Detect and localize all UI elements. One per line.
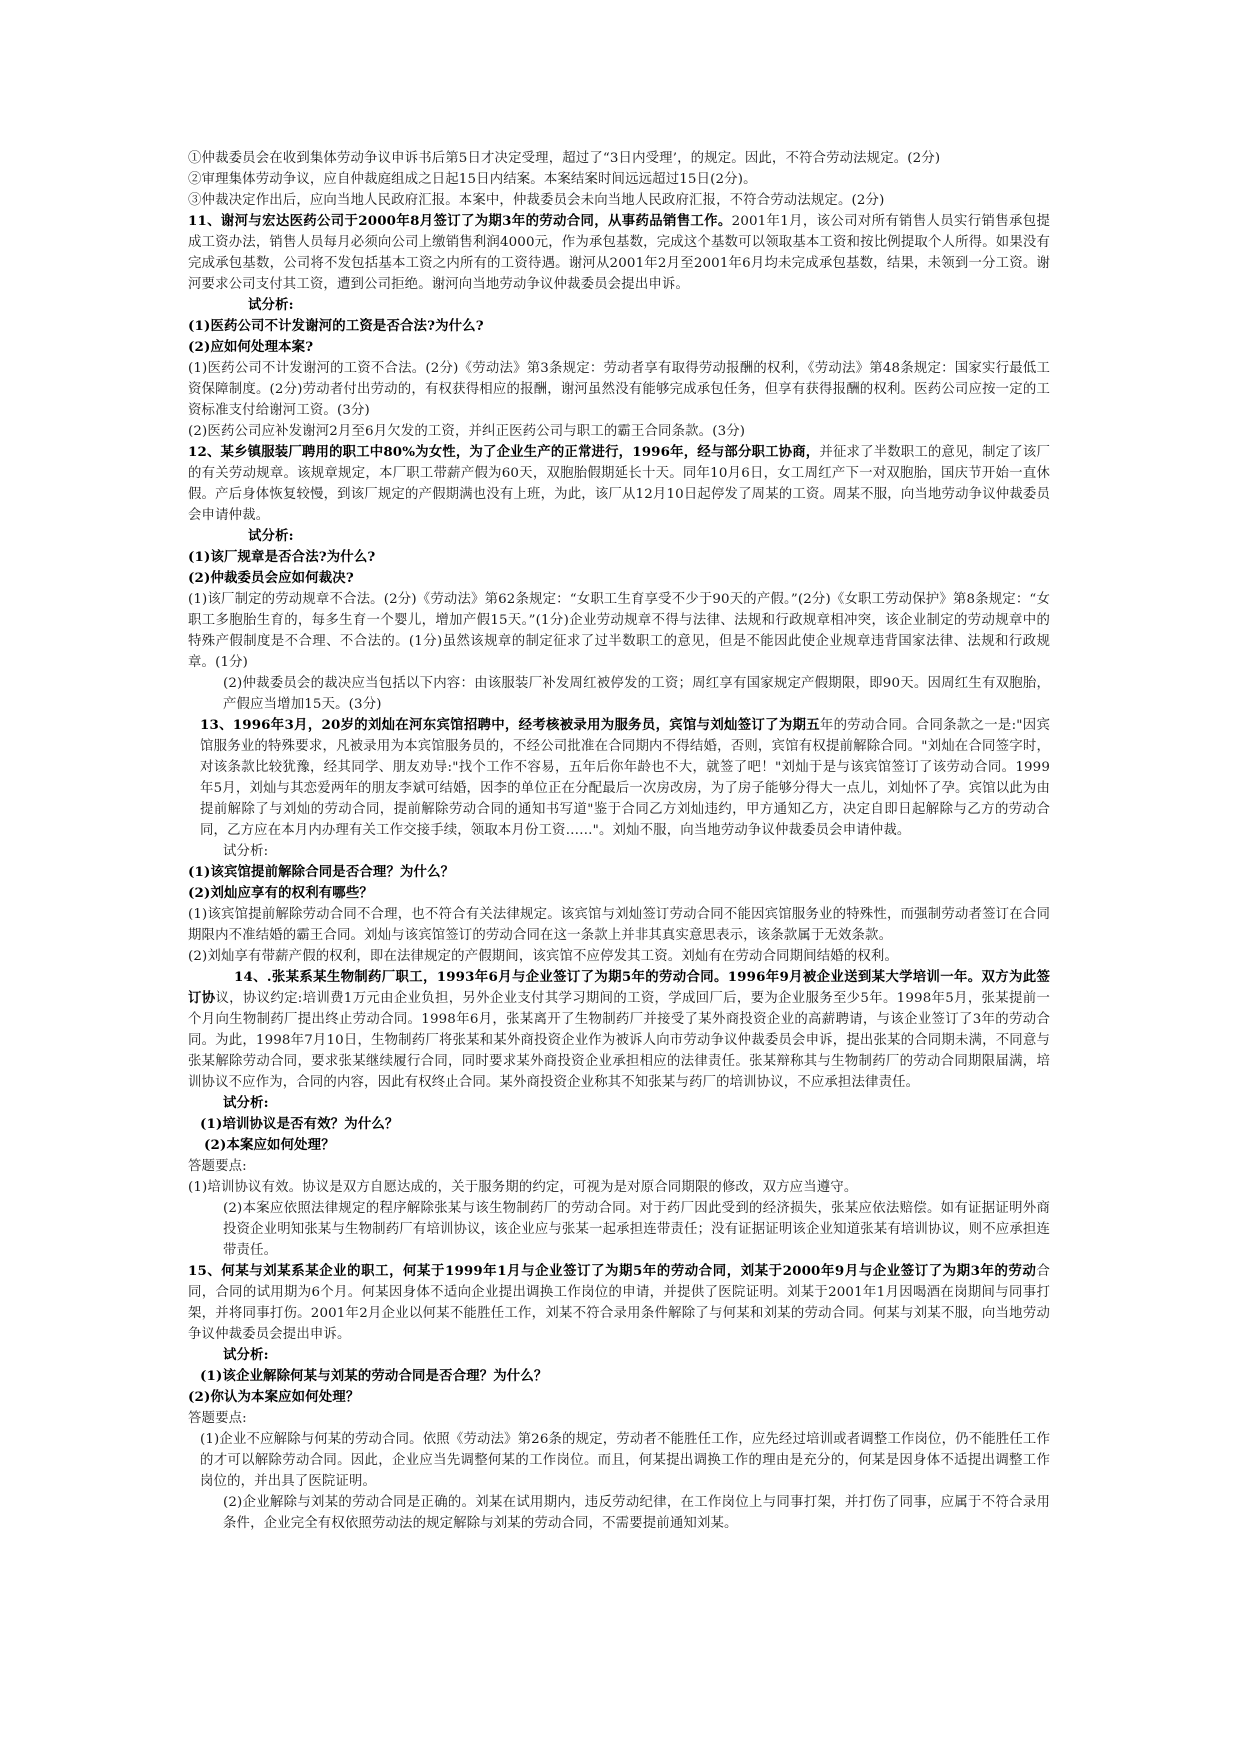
case-heading: 15、何某与刘某系某企业的职工，何某于1999年1月与企业签订了为期5年的劳动合同，刘某于2000年9月与企业签订了为期3年的劳动 [188,1263,1037,1279]
question: (2)应如何处理本案? [188,339,314,355]
answer: (2)本案应依照法律规定的程序解除张某与该生物制药厂的劳动合同。对于药厂因此受到的经济损失，张某应依法赔偿。如有证据证明外商投资企业明知张某与生物制药厂有培训协议，该企业应与张某一起承担连带责任；没有证据证明该企业知道张某有培训协议，则不应承担连带责任。 [223,1201,1050,1258]
case-heading: 11、谢河与宏达医药公司于2000年8月签订了为期3年的劳动合同，从事药品销售工作。 [188,213,732,229]
case-text: 2001年1月，该公司对所有销售人员实行销售承包提成工资办法，销售人员每月必须向公司上缴销售利润4000元，作为承包基数，完成这个基数可以领取基本工资和按比例提取个人所得。如果没有完成承包基数，公司将不发包括基本工资之内所有的工资待遇。谢河从2001年2月至2001年6月均未完成承包基数，结果，未领到一分工资。谢河要求公司支付其工资，遭到公司拒绝。谢河向当地劳动争议仲裁委员会提出申诉。 [188,214,1050,292]
case-text: 议，协议约定:培训费1万元由企业负担，另外企业支付其学习期间的工资，学成回厂后，要为企业服务至少5年。1998年5月，张某提前一个月向生物制药厂提出终止劳动合同。1998年6月，张某离开了生物制药厂并接受了某外商投资企业的高薪聘请，与该企业签订了3年的劳动合同。为此，1998年7月10日，生物制药厂将张某和某外商投资企业作为被诉人向市劳动争议仲裁委员会申诉，提出张某的合同期未满，不同意与张某解除劳动合同，要求张某继续履行合同，同时要求某外商投资企业承担相应的法律责任。张某辩称其与生物制药厂的劳动合同期限届满，培训协议不应作为，合同的内容，因此有权终止合同。某外商投资企业称其不知张某与药厂的培训协议，不应承担法律责任。 [188,991,1050,1090]
analysis-label: 试分析: [223,1095,269,1111]
question: (2)本案应如何处理？ [204,1137,335,1153]
answer: (2)刘灿享有带薪产假的权利，即在法律规定的产假期间，该宾馆不应停发其工资。刘灿有在劳动合同期间结婚的权利。 [188,949,898,964]
case-13 [188,715,1050,841]
answer: (1)培训协议有效。协议是双方自愿达成的，关于服务期的约定，可视为是对原合同期限的修改，双方应当遵守。 [188,1180,858,1195]
paragraph: ②审理集体劳动争议，应自仲裁庭组成之日起15日内结案。本案结案时间远远超过15日(2分)。 [188,172,757,187]
case-text: 并征求了半数职工的意见，制定了该厂的有关劳动规章。该规章规定，本厂职工带薪产假为60天，双胞胎假期延长十天。同年10月6日，女工周红产下一对双胞胎，国庆节开始一直休假。产后身体恢复较慢，到该厂规定的产假期满也没有上班，为此，该厂从12月10日起停发了周某的工资。周某不服，向当地劳动争议仲裁委员会申请仲裁。 [188,445,1050,523]
analysis-label: 试分析: [248,297,294,313]
answer: (2)仲裁委员会的裁决应当包括以下内容：由该服装厂补发周红被停发的工资；周红享有国家规定产假期限，即90天。因周红生有双胞胎，产假应当增加15天。(3分) [223,676,1050,712]
question: (2)仲裁委员会应如何裁决? [188,570,354,586]
paragraph: ①仲裁委员会在收到集体劳动争议申诉书后第5日才决定受理，超过了“3日内受理’，的规定。因此，不符合劳动法规定。(2分) [188,151,941,166]
case-11 [188,211,1050,295]
answer: (1)企业不应解除与何某的劳动合同。依照《劳动法》第26条的规定，劳动者不能胜任工作，应先经过培训或者调整工作岗位，仍不能胜任工作的才可以解除劳动合同。因此，企业应当先调整何某的工作岗位。而且，何某提出调换工作的理由是充分的，何某是因身体不适提出调整工作岗位的，并出具了医院证明。 [200,1432,1050,1489]
case-heading: 13、1996年3月，20岁的刘灿在河东宾馆招聘中，经考核被录用为服务员，宾馆与刘灿签订了为期五 [200,717,820,733]
case-text: 合同，合同的试用期为6个月。何某因身体不适向企业提出调换工作岗位的申请，并提供了医院证明。刘某于2001年1月因喝酒在岗期间与同事打架，并将同事打伤。2001年2月企业以何某不能胜任工作，刘某不符合录用条件解除了与何某和刘某的劳动合同。何某与刘某不服，向当地劳动争议仲裁委员会提出申诉。 [188,1264,1050,1342]
analysis-label: 试分析: [248,528,294,544]
answer: (1)该厂制定的劳动规章不合法。(2分)《劳动法》第62条规定：“女职工生育享受不少于90天的产假。”(2分)《女职工劳动保护》第8条规定：“女职工多胞胎生育的，每多生育一个婴儿，增加产假15天。”(1分)企业劳动规章不得与法律、法规和行政规章相冲突，该企业制定的劳动规章中的特殊产假制度是不合理、不合法的。(1分)虽然该规章的制定征求了过半数职工的意见，但是不能因此使企业规章违背国家法律、法规和行政规章。(1分) [188,592,1050,670]
answer: (1)该宾馆提前解除劳动合同不合理，也不符合有关法律规定。该宾馆与刘灿签订劳动合同不能因宾馆服务业的特殊性，而强制劳动者签订在合同期限内不准结婚的霸王合同。刘灿与该宾馆签订的劳动合同在这一条款上并非其真实意思表示，该条款属于无效条款。 [188,907,1050,943]
analysis-label: 试分析: [223,844,269,859]
question: (1)该企业解除何某与刘某的劳动合同是否合理？为什么？ [200,1368,548,1384]
answer-key-label: 答题要点: [188,1411,247,1426]
paragraph: ③仲裁决定作出后，应向当地人民政府汇报。本案中，仲裁委员会未向当地人民政府汇报，不符合劳动法规定。(2分) [188,193,885,208]
question: (1)培训协议是否有效？为什么？ [200,1116,399,1132]
question: (1)该宾馆提前解除合同是否合理？为什么？ [188,864,455,880]
document-body [188,148,1050,1534]
case-15 [188,1261,1050,1345]
case-heading: 12、某乡镇服装厂聘用的职工中80%为女性，为了企业生产的正常进行，1996年，经与部分职工协商， [188,444,820,460]
answer: (2)医药公司应补发谢河2月至6月欠发的工资，并纠正医药公司与职工的霸王合同条款。(3分) [188,424,746,439]
case-12 [188,442,1050,526]
case-text: 年的劳动合同。合同条款之一是:"因宾馆服务业的特殊要求，凡被录用为本宾馆服务员的，不经公司批准在合同期内不得结婚，否则，宾馆有权提前解除合同。"刘灿在合同签字时，对该条款比较犹豫，经其同学、朋友劝导:"找个工作不容易，五年后你年龄也不大，就签了吧！"刘灿于是与该宾馆签订了该劳动合同。1999年5月，刘灿与其恋爱两年的朋友李斌可结婚，因李的单位正在分配最后一次房改房，为了房子能够分得大一点儿，刘灿怀了孕。宾馆以此为由提前解除了与刘灿的劳动合同，提前解除劳动合同的通知书写道"鉴于合同乙方刘灿违约，甲方通知乙方，决定自即日起解除与乙方的劳动合同，乙方应在本月内办理有关工作交接手续，领取本月份工资……"。刘灿不服，向当地劳动争议仲裁委员会申请仲裁。 [200,718,1050,838]
question: (1)医药公司不计发谢河的工资是否合法?为什么? [188,318,484,334]
case-14 [188,967,1050,1093]
question: (2)你认为本案应如何处理？ [188,1389,360,1405]
analysis-label: 试分析: [223,1347,269,1363]
answer: (1)医药公司不计发谢河的工资不合法。(2分)《劳动法》第3条规定：劳动者享有取得劳动报酬的权利，《劳动法》第48条规定：国家实行最低工资保障制度。(2分)劳动者付出劳动的，有权获得相应的报酬，谢河虽然没有能够完成承包任务，但享有获得报酬的权利。医药公司应按一定的工资标准支付给谢河工资。(3分) [188,361,1050,418]
case-heading: 14、.张某系某生物制药厂职工，1993年6月与企业签订了为期5年的劳动合同。1996年9月被企业送到某大学培训一年。双方为此签订协 [188,969,1050,1006]
question: (2)刘灿应享有的权利有哪些？ [188,885,373,901]
question: (1)该厂规章是否合法?为什么? [188,549,376,565]
answer-key-label: 答题要点: [188,1159,247,1174]
answer: (2)企业解除与刘某的劳动合同是正确的。刘某在试用期内，违反劳动纪律，在工作岗位上与同事打架，并打伤了同事，应属于不符合录用条件，企业完全有权依照劳动法的规定解除与刘某的劳动合同，不需要提前通知刘某。 [223,1495,1050,1531]
